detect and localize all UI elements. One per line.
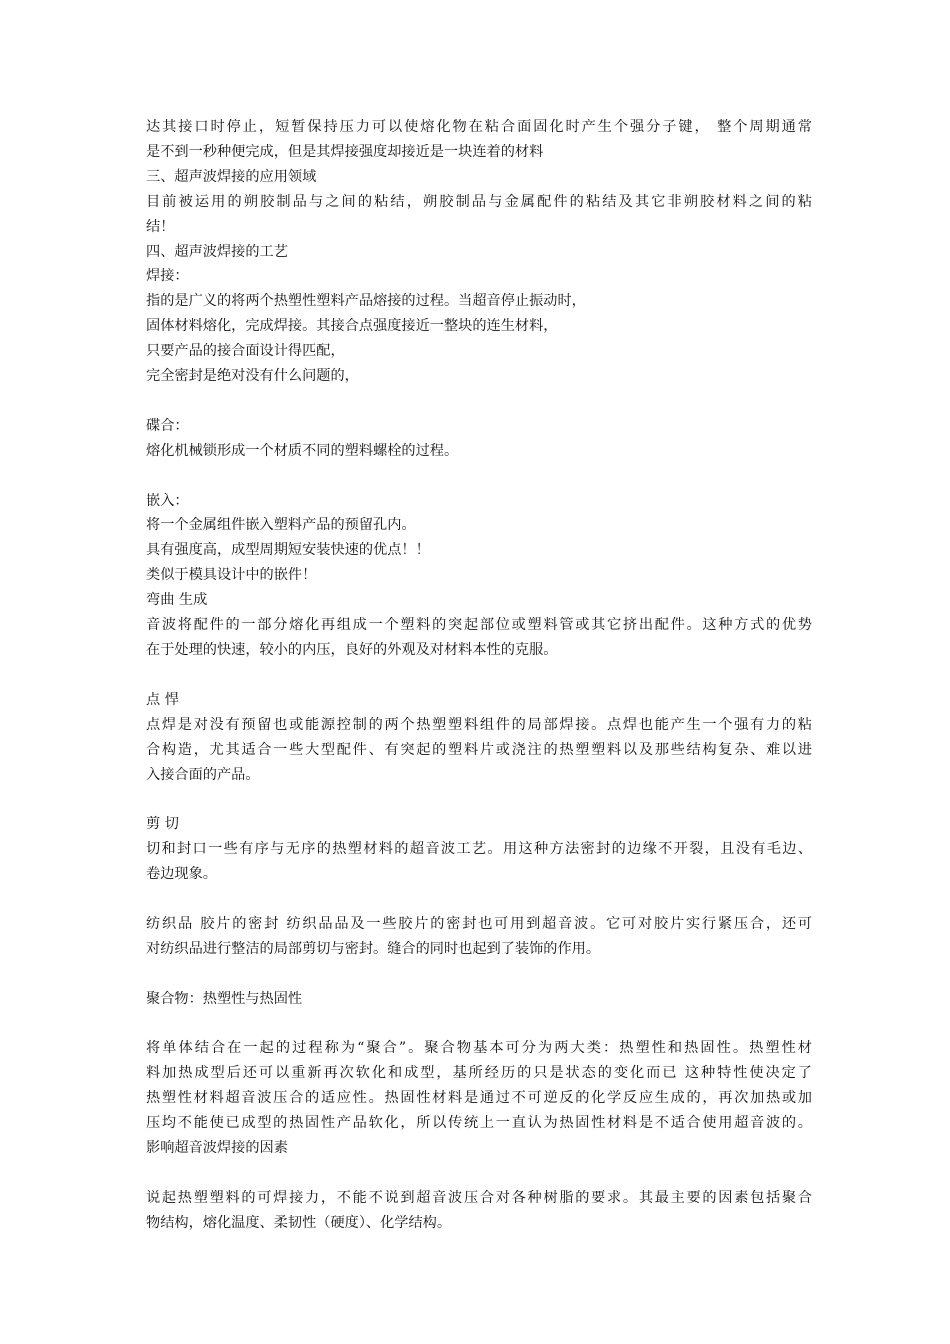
subheading: 影响超音波焊接的因素 bbox=[146, 1140, 288, 1157]
blank-line bbox=[146, 464, 812, 489]
text-line: 类似于模具设计中的嵌件！ bbox=[146, 567, 317, 584]
text-line: 切和封口一些有序与无序的热塑材料的超音波工艺。用这种方法密封的边缘不开裂，且没有毛边、 bbox=[146, 841, 812, 858]
section-heading: 四、超声波焊接的工艺 bbox=[146, 243, 288, 260]
text-line: 固体材料熔化，完成焊接。其接合点强度接近一整块的连生材料， bbox=[146, 318, 558, 335]
text-line: 结！ bbox=[146, 218, 175, 235]
blank-line bbox=[146, 962, 812, 987]
subheading: 聚合物：热塑性与热固性 bbox=[146, 990, 303, 1007]
text-line: 料加热成型后还可以重新再次软化和成型，基所经历的只是状态的变化而已 这种特性使决定了 bbox=[146, 1065, 812, 1082]
subheading: 点 悍 bbox=[146, 691, 179, 708]
subheading: 碟合： bbox=[146, 417, 189, 434]
document-body bbox=[146, 115, 812, 1236]
text-line: 将单体结合在一起的过程称为“聚合”。聚合物基本可分为两大类：热塑性和热固性。热塑性材 bbox=[146, 1040, 812, 1057]
subheading: 剪 切 bbox=[146, 816, 179, 833]
section-heading: 三、超声波焊接的应用领域 bbox=[146, 168, 317, 185]
blank-line bbox=[146, 887, 812, 912]
text-line: 音波将配件的一部分熔化再组成一个塑料的突起部位或塑料管或其它挤出配件。这种方式的优势 bbox=[146, 617, 812, 634]
subheading: 嵌入： bbox=[146, 492, 189, 509]
text-line: 点焊是对没有预留也或能源控制的两个热塑塑料组件的局部焊接。点焊也能产生一个强有力的粘 bbox=[146, 716, 812, 733]
text-line: 熔化机械锁形成一个材质不同的塑料螺栓的过程。 bbox=[146, 442, 459, 459]
text-line: 只要产品的接合面设计得匹配， bbox=[146, 343, 345, 360]
blank-line bbox=[146, 1012, 812, 1037]
text-line: 达其接口时停止，短暂保持压力可以使熔化物在粘合面固化时产生个强分子键， 整个周期通常 bbox=[146, 119, 812, 135]
blank-line bbox=[146, 389, 812, 414]
text-line: 合构造，尤其适合一些大型配件、有突起的塑料片或浇注的热塑塑料以及那些结构复杂、难以进 bbox=[146, 741, 812, 758]
subheading: 弯曲 生成 bbox=[146, 592, 208, 609]
text-line: 是不到一秒种便完成，但是其焊接强度却接近是一块连着的材料 bbox=[146, 143, 544, 160]
blank-line bbox=[146, 663, 812, 688]
text-line: 卷边现象。 bbox=[146, 866, 217, 883]
text-line: 压均不能使已成型的热固性产品软化，所以传统上一直认为热固性材料是不适合使用超音波的。 bbox=[146, 1115, 812, 1132]
text-line: 目前被运用的朔胶制品与之间的粘结，朔胶制品与金属配件的粘结及其它非朔胶材料之间的粘 bbox=[146, 193, 812, 210]
text-line: 物结构，熔化温度、柔韧性（硬度）、化学结构。 bbox=[146, 1214, 452, 1231]
text-line: 在于处理的快速，较小的内压，良好的外观及对材料本性的克服。 bbox=[146, 642, 558, 658]
text-line: 入接合面的产品。 bbox=[146, 766, 260, 783]
text-line: 完全密封是绝对没有什么问题的， bbox=[146, 368, 359, 385]
text-line: 说起热塑塑料的可焊接力，不能不说到超音波压合对各种树脂的要求。其最主要的因素包括聚合 bbox=[146, 1189, 812, 1206]
text-line: 将一个金属组件嵌入塑料产品的预留孔内。 bbox=[146, 517, 416, 534]
text-line: 对纺织品进行整洁的局部剪切与密封。缝合的同时也起到了装饰的作用。 bbox=[146, 940, 601, 957]
text-line: 指的是广义的将两个热塑性塑料产品熔接的过程。当超音停止振动时， bbox=[146, 293, 586, 310]
blank-line bbox=[146, 1161, 812, 1186]
blank-line bbox=[146, 787, 812, 812]
text-line: 具有强度高，成型周期短安装快速的优点！！ bbox=[146, 542, 430, 559]
text-line: 热塑性材料超音波压合的适应性。热固性材料是通过不可逆反的化学反应生成的，再次加热或加 bbox=[146, 1090, 812, 1107]
subheading: 焊接： bbox=[146, 268, 189, 285]
text-line: 纺织品 胶片的密封 纺织品品及一些胶片的密封也可用到超音波。它可对胶片实行紧压合，还可 bbox=[146, 915, 812, 932]
